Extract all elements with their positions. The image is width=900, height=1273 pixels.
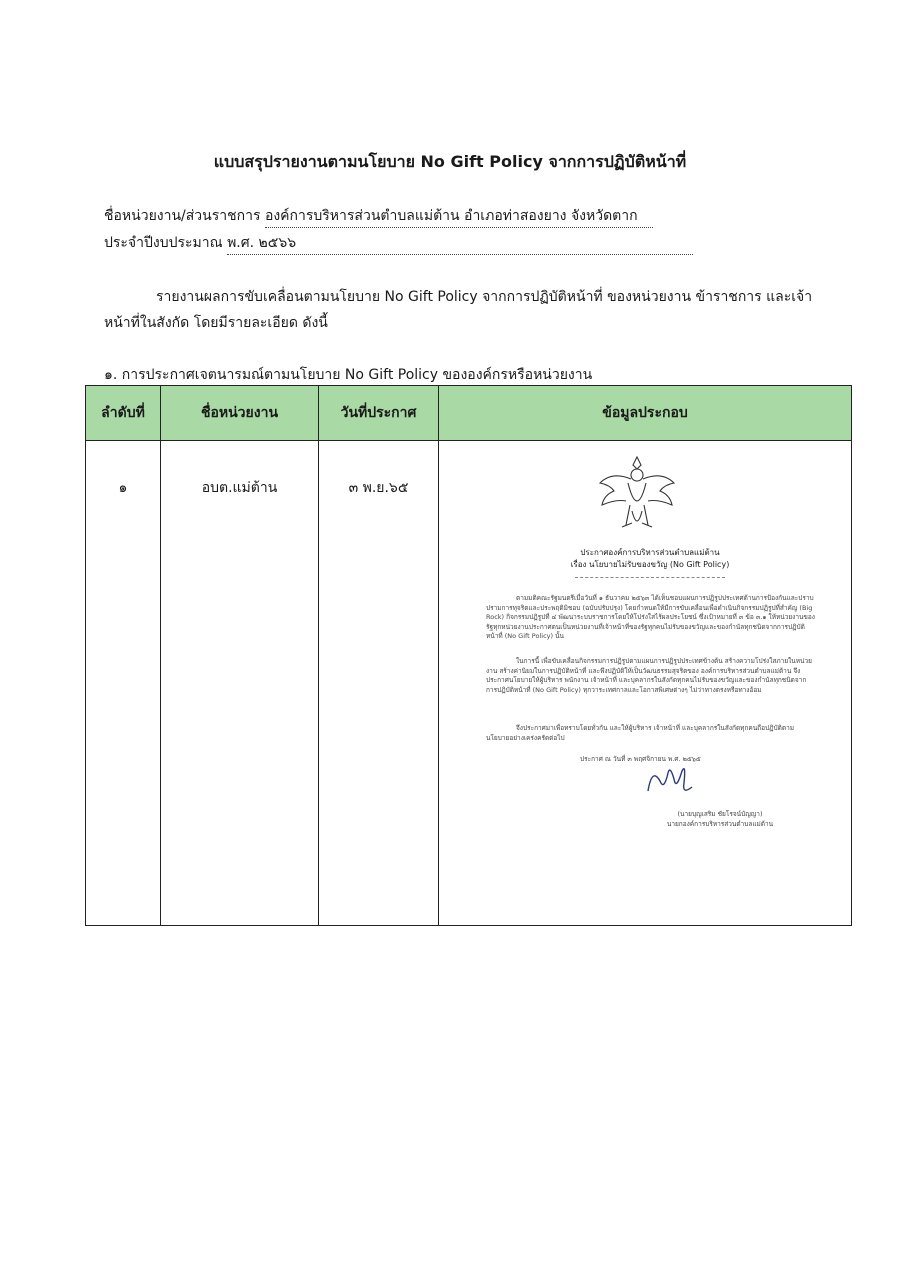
summary-paragraph: รายงานผลการขับเคลื่อนตามนโยบาย No Gift Policy จากการปฏิบัติหน้าที่ ของหน่วยงาน ข้าราชการ และเจ้าหน้าที่ในสังกัด โดยมีรายละเอียด ดังนี้ (104, 289, 813, 331)
header-agency: ชื่อหน่วยงาน (161, 386, 319, 441)
fiscal-year-value: พ.ศ. ๒๕๖๖ (227, 232, 693, 255)
cell-no: ๑ (86, 441, 161, 926)
agency-value: องค์การบริหารส่วนตำบลแม่ต้าน อำเภอท่าสองยาง จังหวัดตาก (265, 205, 653, 228)
table-row (86, 441, 852, 926)
header-no: ลำดับที่ (86, 386, 161, 441)
section-heading: ๑. การประกาศเจตนารมณ์ตามนโยบาย No Gift Policy ขององค์กรหรือหน่วยงาน (104, 367, 593, 383)
table-header-row (86, 386, 852, 441)
announcement-divider (575, 577, 725, 578)
document-title: แบบสรุปรายงานตามนโยบาย No Gift Policy จากการปฏิบัติหน้าที่ (213, 152, 687, 171)
garuda-emblem-icon (592, 449, 682, 535)
fiscal-year-label: ประจำปีงบประมาณ (104, 235, 223, 251)
cell-attachment (439, 441, 852, 926)
announcement-paragraph-1: ตามมติคณะรัฐมนตรีเมื่อวันที่ ๑ ธันวาคม ๒๕๖๓ ได้เห็นชอบแผนการปฏิรูปประเทศด้านการป้องกันและปราบปรามการทุจริตและประพฤติมิชอบ (ฉบับปรับปรุง) โดยกำหนดให้มีการขับเคลื่อนเพื่อดำเนินกิจกรรมปฏิรูปที่สำคัญ (Big Rock) กิจกรรมปฏิรูปที่ ๔ พัฒนาระบบราชการโดยให้โปร่งใสไร้ผลประโยชน์ ซึ่งเป้าหมายที่ ๓ ข้อ ๓.๑ ให้หน่วยงานของรัฐทุกหน่วยงานประกาศตนเป็นหน่วยงานที่เจ้าหน้าที่ของรัฐทุกคนไม่รับของขวัญและของกำนัลทุกชนิดจากการปฏิบัติหน้าที่ (No Gift Policy) นั้น (486, 594, 815, 640)
header-date: วันที่ประกาศ (319, 386, 439, 441)
announcement-paragraph-2: ในการนี้ เพื่อขับเคลื่อนกิจกรรมการปฏิรูปตามแผนการปฏิรูปประเทศข้างต้น สร้างความโปร่งใสภายในหน่วยงาน สร้างค่านิยมในการปฏิบัติหน้าที่ และพึงปฏิบัติให้เป็นวัฒนธรรมสุจริตของ องค์การบริหารส่วนตำบลแม่ต้าน จึงประกาศนโยบายให้ผู้บริหาร พนักงาน เจ้าหน้าที่ และบุคลากรในสังกัดทุกคนไม่รับของขวัญและของกำนัลทุกชนิดจากการปฏิบัติหน้าที่ (No Gift Policy) ทุกวาระเทศกาลและโอกาสพิเศษต่างๆ ไม่ว่าทางตรงหรือทางอ้อม (486, 657, 812, 694)
fiscal-year-line (104, 232, 693, 255)
announcement-title: ประกาศองค์การบริหารส่วนตำบลแม่ต้าน เรื่อง นโยบายไม่รับของขวัญ (No Gift Policy) (570, 548, 730, 569)
agency-line (104, 205, 653, 228)
signer-block: (นายบุญเสริม ชัยโรจน์บัญญา) นายกองค์การบริหารส่วนตำบลแม่ต้าน (666, 810, 774, 828)
announcement-image (440, 449, 850, 889)
announcement-date: ประกาศ ณ วันที่ ๓ พฤศจิกายน พ.ศ. ๒๕๖๕ (580, 755, 701, 763)
report-table (85, 385, 852, 926)
announcement-paragraph-3: จึงประกาศมาเพื่อทราบโดยทั่วกัน และให้ผู้บริหาร เจ้าหน้าที่ และบุคลากรในสังกัดทุกคนถือปฏิบัติตามนโยบายอย่างเคร่งครัดต่อไป (486, 724, 795, 742)
header-attachment: ข้อมูลประกอบ (439, 386, 852, 441)
signature-icon (640, 761, 700, 801)
cell-agency: อบต.แม่ต้าน (161, 441, 319, 926)
cell-date: ๓ พ.ย.๖๕ (319, 441, 439, 926)
agency-label: ชื่อหน่วยงาน/ส่วนราชการ (104, 208, 261, 224)
